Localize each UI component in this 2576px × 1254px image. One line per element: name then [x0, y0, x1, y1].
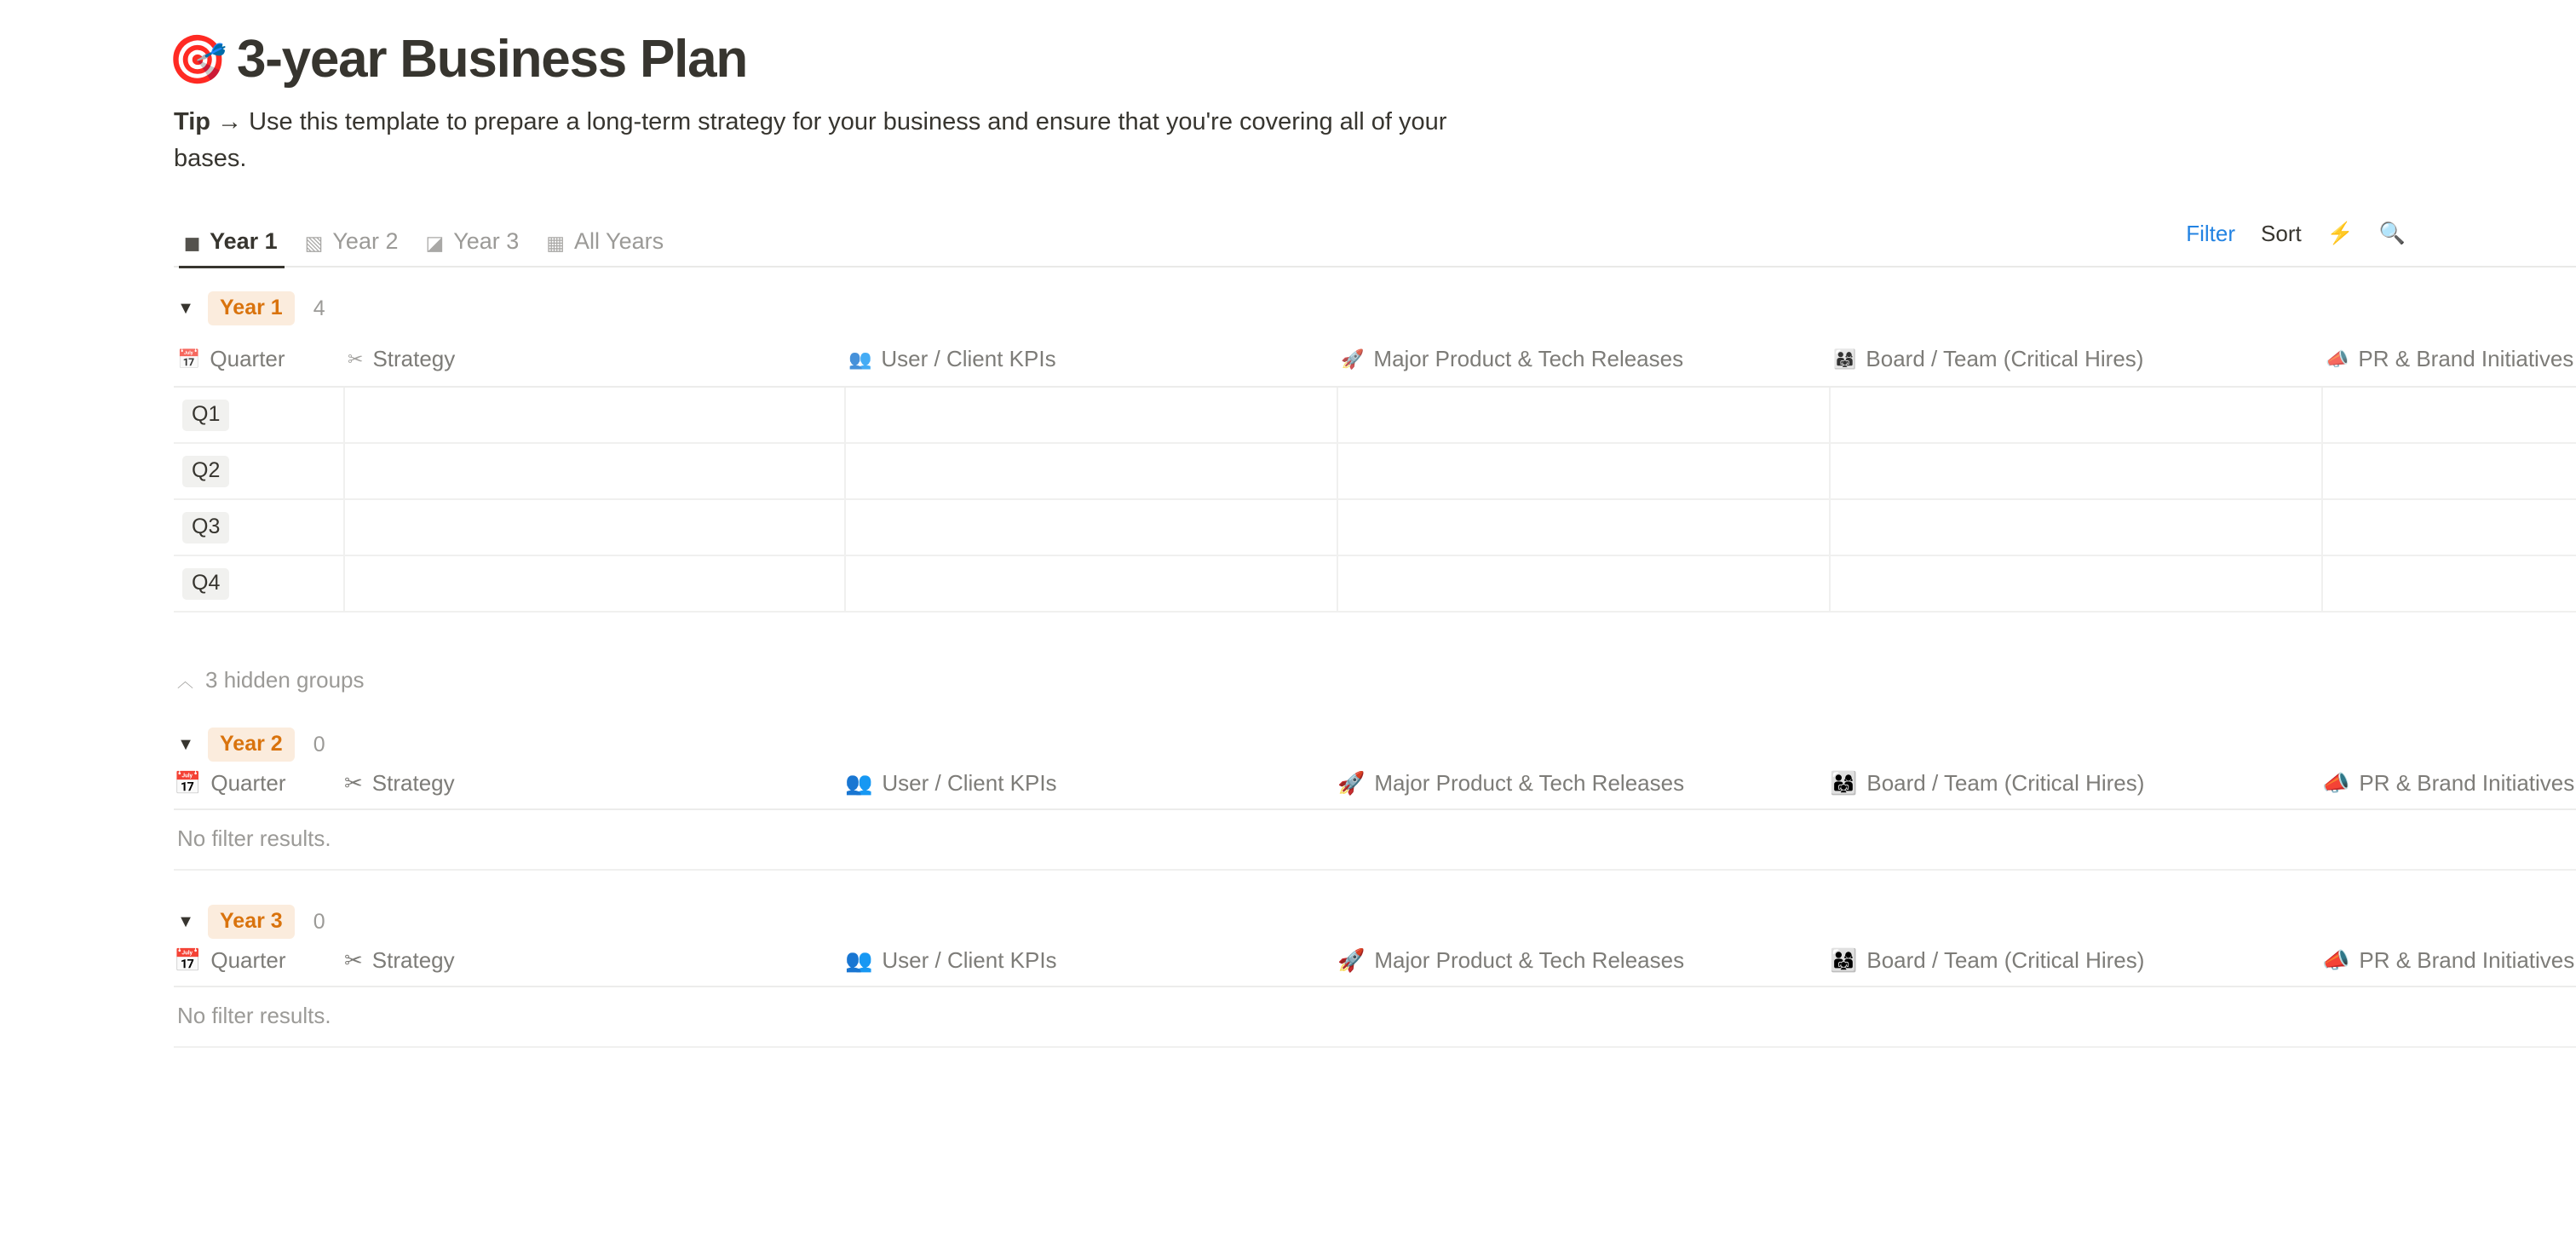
group-year-1: [174, 290, 2576, 613]
column-header-strategy-label: Strategy: [371, 947, 455, 973]
cell-releases[interactable]: [1337, 499, 1830, 555]
tab-all-years-label: All Years: [574, 228, 664, 254]
column-header-quarter[interactable]: [174, 947, 344, 974]
calendar-icon: 📅: [174, 770, 202, 796]
column-header-board-label: Board / Team (Critical Hires): [1866, 770, 2145, 796]
hidden-groups-label: 3 hidden groups: [205, 667, 365, 693]
column-header-board-label: Board / Team (Critical Hires): [1866, 346, 2144, 371]
group-year-1-count: 4: [313, 296, 325, 320]
tip-text: Use this template to prepare a long-term strategy for your business and ensure that you're covering all of your bases.: [174, 108, 1447, 173]
chevron-down-icon[interactable]: ▼: [177, 734, 194, 754]
cell-quarter[interactable]: [174, 387, 344, 443]
cell-kpis[interactable]: [845, 555, 1337, 612]
cell-board[interactable]: [1830, 555, 2322, 612]
cell-board[interactable]: [1830, 443, 2322, 499]
group-year-2-header[interactable]: [174, 726, 2576, 763]
column-header-releases[interactable]: [1337, 770, 1830, 797]
group-year-2-pill: Year 2: [208, 728, 295, 762]
column-header-releases-label: Major Product & Tech Releases: [1374, 770, 1685, 796]
view-tabs: [174, 212, 681, 267]
tab-year-2[interactable]: [295, 212, 416, 267]
chevron-down-icon[interactable]: ▼: [177, 298, 194, 318]
cell-strategy[interactable]: [344, 387, 845, 443]
group-year-3-pill: Year 3: [208, 905, 295, 940]
column-header-pr[interactable]: [2322, 770, 2576, 797]
column-header-releases-label: Major Product & Tech Releases: [1373, 346, 1684, 371]
column-header-kpis[interactable]: [845, 947, 1337, 974]
group-year-3-count: 0: [313, 909, 325, 934]
column-header-strategy[interactable]: [344, 947, 845, 974]
target-icon: 🎯: [168, 32, 227, 87]
people-icon: 👥: [845, 770, 873, 796]
cell-releases[interactable]: [1337, 387, 1830, 443]
megaphone-icon: 📣: [2322, 770, 2350, 796]
view-toolbar: [2186, 221, 2406, 259]
column-header-board[interactable]: [1830, 947, 2322, 974]
cell-quarter[interactable]: [174, 499, 344, 555]
tab-year-3-label: Year 3: [453, 228, 520, 254]
tip-label: Tip →: [174, 108, 243, 136]
lightning-icon[interactable]: ⚡: [2326, 221, 2354, 245]
year1-view-icon: ◼: [184, 232, 201, 254]
column-header-quarter[interactable]: [174, 339, 344, 387]
group-year-2-empty: No filter results.: [174, 810, 2576, 871]
column-header-pr[interactable]: [2322, 339, 2576, 387]
table-year-2-headers: [174, 763, 2576, 810]
cell-board[interactable]: [1830, 387, 2322, 443]
table-row[interactable]: [174, 555, 2576, 612]
calendar-icon: 📅: [174, 947, 202, 973]
column-header-pr-label: PR & Brand Initiatives: [2359, 770, 2575, 796]
column-header-strategy[interactable]: [344, 770, 845, 797]
column-header-kpis-label: User / Client KPIs: [882, 770, 1057, 796]
table-year-3-headers: [174, 940, 2576, 987]
tab-all-years[interactable]: [536, 212, 681, 267]
group-year-3-header[interactable]: [174, 903, 2576, 940]
family-icon: 👨‍👩‍👧: [1830, 770, 1858, 796]
year2-view-icon: ▧: [304, 232, 324, 254]
quarter-chip: Q4: [182, 568, 229, 600]
table-year-1: [174, 339, 2576, 613]
cell-releases[interactable]: [1337, 443, 1830, 499]
column-header-kpis[interactable]: [845, 339, 1337, 387]
scissors-icon: ✂: [344, 770, 363, 796]
group-year-3: [174, 903, 2576, 1048]
column-header-board[interactable]: [1830, 770, 2322, 797]
column-header-strategy-label: Strategy: [371, 770, 455, 796]
column-header-quarter-label: Quarter: [210, 947, 286, 973]
tab-year-2-label: Year 2: [332, 228, 399, 254]
calendar-icon: 📅: [177, 348, 201, 370]
chevron-up-icon: ︿: [177, 673, 194, 691]
group-year-1-header[interactable]: [174, 290, 2576, 327]
all-years-view-icon: ▦: [546, 232, 566, 254]
column-header-quarter[interactable]: [174, 770, 344, 797]
page-title: 3-year Business Plan: [237, 30, 747, 89]
column-header-pr-label: PR & Brand Initiatives: [2359, 947, 2575, 973]
tab-year-1-label: Year 1: [210, 228, 278, 254]
scissors-icon: ✂: [348, 348, 364, 370]
quarter-chip: Q1: [182, 400, 229, 431]
column-header-strategy-label: Strategy: [372, 346, 456, 371]
cell-strategy[interactable]: [344, 555, 845, 612]
people-icon: 👥: [845, 947, 873, 973]
quarter-chip: Q3: [182, 512, 229, 544]
column-header-releases[interactable]: [1337, 947, 1830, 974]
cell-strategy[interactable]: [344, 443, 845, 499]
column-header-releases[interactable]: [1337, 339, 1830, 387]
cell-quarter[interactable]: [174, 555, 344, 612]
cell-pr[interactable]: [2322, 499, 2576, 555]
family-icon: 👨‍👩‍👧: [1833, 348, 1857, 370]
group-year-2-count: 0: [313, 732, 325, 756]
column-header-board[interactable]: [1830, 339, 2322, 387]
group-year-1-pill: Year 1: [208, 291, 295, 326]
view-tabbar: [174, 213, 2576, 267]
cell-kpis[interactable]: [845, 387, 1337, 443]
column-header-board-label: Board / Team (Critical Hires): [1866, 947, 2145, 973]
tab-year-1[interactable]: [174, 212, 295, 267]
cell-kpis[interactable]: [845, 499, 1337, 555]
page-title-row: [168, 30, 2576, 89]
table-row[interactable]: [174, 387, 2576, 443]
cell-pr[interactable]: [2322, 555, 2576, 612]
column-header-quarter-label: Quarter: [210, 770, 286, 796]
cell-pr[interactable]: [2322, 443, 2576, 499]
cell-pr[interactable]: [2322, 387, 2576, 443]
family-icon: 👨‍👩‍👧: [1830, 947, 1858, 973]
column-header-kpis-label: User / Client KPIs: [881, 346, 1056, 371]
sort-button[interactable]: Sort: [2261, 220, 2302, 246]
chevron-down-icon[interactable]: ▼: [177, 912, 194, 931]
tip-paragraph: [174, 104, 1477, 177]
year3-view-icon: ◪: [425, 232, 445, 254]
column-header-kpis[interactable]: [845, 770, 1337, 797]
column-header-releases-label: Major Product & Tech Releases: [1374, 947, 1685, 973]
tab-year-3[interactable]: [415, 212, 536, 267]
people-icon: 👥: [848, 348, 872, 370]
cell-board[interactable]: [1830, 499, 2322, 555]
rocket-icon: 🚀: [1337, 770, 1366, 796]
scissors-icon: ✂: [344, 947, 363, 973]
hidden-groups-toggle[interactable]: [174, 667, 2576, 693]
column-header-pr[interactable]: [2322, 947, 2576, 974]
cell-releases[interactable]: [1337, 555, 1830, 612]
table-header-row: [174, 339, 2576, 387]
cell-kpis[interactable]: [845, 443, 1337, 499]
group-year-3-empty: No filter results.: [174, 987, 2576, 1048]
cell-quarter[interactable]: [174, 443, 344, 499]
cell-strategy[interactable]: [344, 499, 845, 555]
table-row[interactable]: [174, 499, 2576, 555]
filter-button[interactable]: Filter: [2186, 220, 2236, 246]
rocket-icon: 🚀: [1341, 348, 1365, 370]
column-header-quarter-label: Quarter: [210, 346, 285, 371]
search-icon[interactable]: 🔍: [2378, 221, 2406, 245]
column-header-strategy[interactable]: [344, 339, 845, 387]
group-year-2: [174, 726, 2576, 871]
column-header-pr-label: PR & Brand Initiatives: [2358, 346, 2574, 371]
megaphone-icon: 📣: [2322, 947, 2350, 973]
megaphone-icon: 📣: [2326, 348, 2349, 370]
rocket-icon: 🚀: [1337, 947, 1366, 973]
column-header-kpis-label: User / Client KPIs: [882, 947, 1057, 973]
quarter-chip: Q2: [182, 456, 229, 487]
table-row[interactable]: [174, 443, 2576, 499]
